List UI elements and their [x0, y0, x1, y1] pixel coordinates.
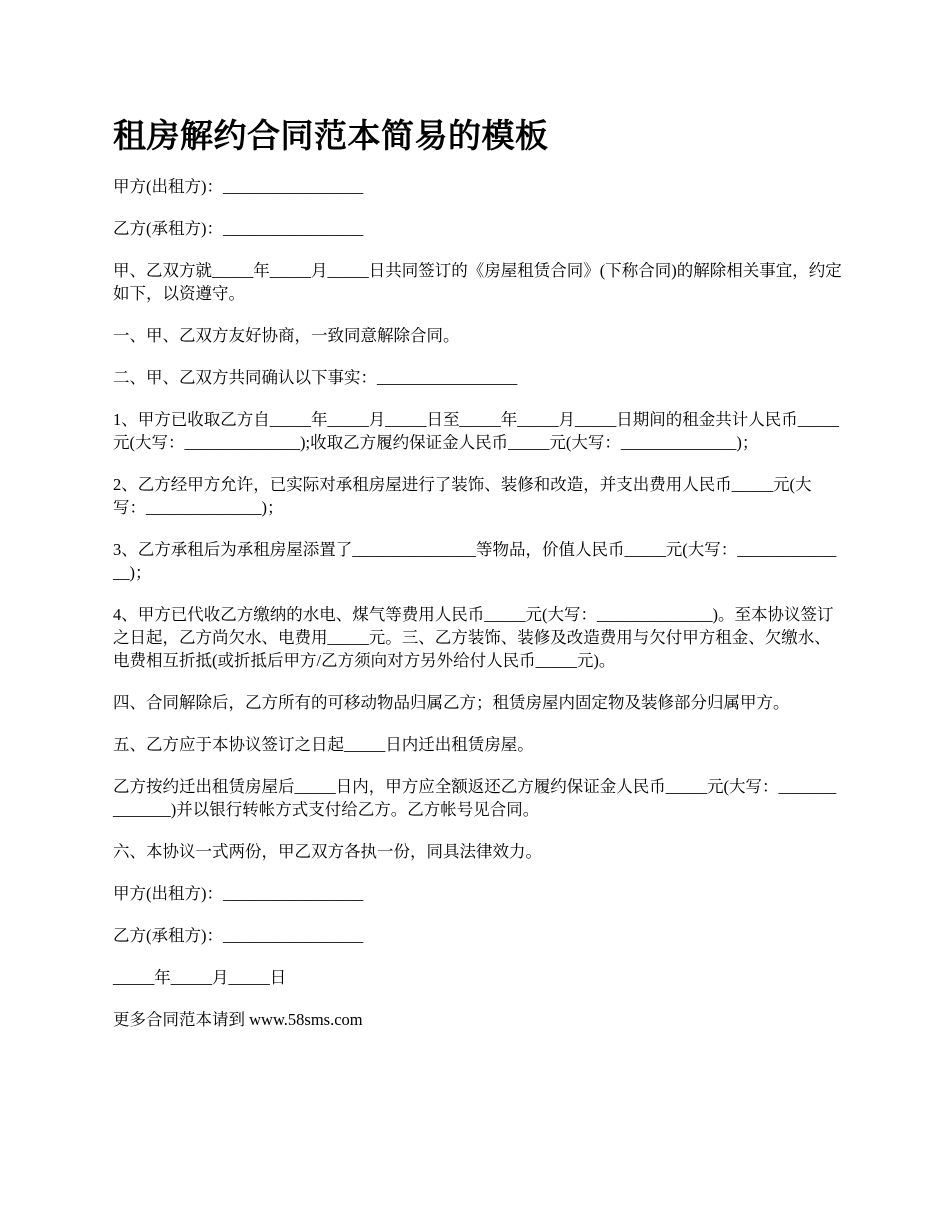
- deposit-return-paragraph: 乙方按约迁出租赁房屋后_____日内，甲方应全额返还乙方履约保证金人民币_____元(大写：______________)并以银行转帐方式支付给乙方。乙方帐号见合同。: [113, 777, 837, 819]
- signature-date: _____年_____月_____日: [113, 968, 287, 987]
- party-b-line: 乙方(承租方)：_________________: [113, 219, 364, 238]
- fact-item-1: 1、甲方已收取乙方自_____年_____月_____日至_____年_____月_____日期间的租金共计人民币_____元(大写：______________);收取乙方履约保证金人民币_____元(大写：______________)；: [113, 410, 839, 452]
- party-a-line: 甲方(出租方)：_________________: [113, 177, 364, 196]
- signature-party-a: 甲方(出租方)：_________________: [113, 884, 364, 903]
- clause-5: 五、乙方应于本协议签订之日起_____日内迁出租赁房屋。: [113, 735, 534, 754]
- clause-1: 一、甲、乙双方友好协商，一致同意解除合同。: [113, 326, 460, 345]
- document-title: 租房解约合同范本简易的模板: [113, 116, 549, 155]
- clause-6: 六、本协议一式两份，甲乙双方各执一份，同具法律效力。: [113, 842, 542, 861]
- fact-item-3: 3、乙方承租后为承租房屋添置了_______________等物品，价值人民币_____元(大写：______________)；: [113, 540, 837, 582]
- preamble-paragraph: 甲、乙双方就_____年_____月_____日共同签订的《房屋租赁合同》(下称合同)的解除相关事宜，约定如下，以资遵守。: [113, 261, 842, 303]
- fact-item-4: 4、甲方已代收乙方缴纳的水电、煤气等费用人民币_____元(大写：______________)。至本协议签订之日起，乙方尚欠水、电费用_____元。三、乙方装饰、装修及改造费用与欠付甲方租金、欠缴水、电费相互折抵(或折抵后甲方/乙方须向对方另外给付人民币_____元)。: [113, 605, 834, 670]
- fact-item-2: 2、乙方经甲方允许，已实际对承租房屋进行了装饰、装修和改造，并支出费用人民币_____元(大写：______________)；: [113, 475, 812, 517]
- signature-party-b: 乙方(承租方)：_________________: [113, 926, 364, 945]
- footer-more-templates: 更多合同范本请到 www.58sms.com: [113, 1010, 363, 1029]
- clause-4: 四、合同解除后，乙方所有的可移动物品归属乙方；租赁房屋内固定物及装修部分归属甲方。: [113, 693, 790, 712]
- document-page: [113, 110, 843, 1050]
- clause-2: 二、甲、乙双方共同确认以下事实：_________________: [113, 368, 518, 387]
